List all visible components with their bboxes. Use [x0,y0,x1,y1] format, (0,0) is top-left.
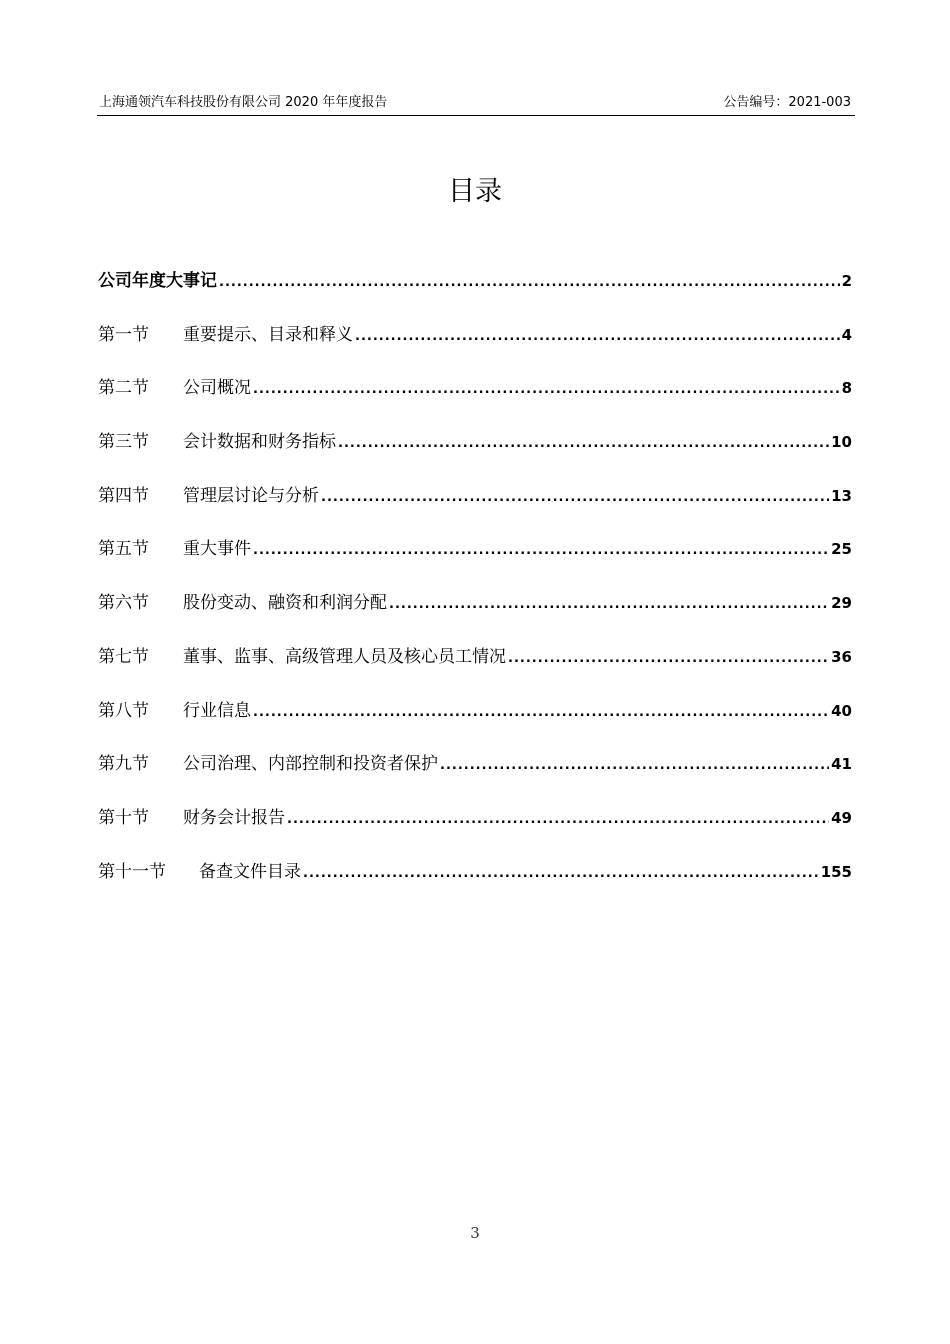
toc-page-number: 2 [841,272,852,290]
toc-dot-leader [508,645,829,673]
toc-section-number: 第九节 [98,754,149,775]
toc-dot-leader [440,752,829,780]
toc-entry-section-10[interactable] [98,804,852,858]
toc-entry-label: 管理层讨论与分析 [183,485,319,506]
toc-page-number: 49 [831,808,852,827]
toc-page-number: 10 [831,433,852,452]
toc-page-number: 13 [831,486,852,505]
page-title: 目录 [448,176,502,207]
toc-dot-leader [355,323,840,351]
toc-dot-leader [253,376,840,404]
header-report-title: 上海通领汽车科技股份有限公司 2020 年年度报告 [99,95,388,110]
toc-page-number: 155 [820,862,852,881]
toc-entry-label: 财务会计报告 [183,807,285,828]
toc-entry-label: 行业信息 [183,700,251,721]
toc-entry-label: 股份变动、融资和利润分配 [183,593,387,614]
toc-section-number: 第一节 [98,324,149,345]
toc-dot-leader [253,537,829,565]
toc-entry-label: 重大事件 [183,539,251,560]
toc-page-number: 40 [831,701,852,720]
toc-dot-leader [303,860,819,888]
toc-entry-section-1[interactable] [98,321,852,375]
toc-entry-section-3[interactable] [98,428,852,482]
table-of-contents [98,267,852,911]
toc-dot-leader [253,699,829,727]
toc-section-number: 第十节 [98,807,149,828]
toc-section-number: 第四节 [98,485,149,506]
toc-entry-section-6[interactable] [98,589,852,643]
toc-section-number: 第二节 [98,378,149,399]
page-number: 3 [470,1224,480,1242]
toc-section-number: 第五节 [98,539,149,560]
toc-section-number: 第三节 [98,432,149,453]
toc-section-number: 第七节 [98,646,149,667]
toc-entry-annual-events[interactable] [98,267,852,321]
toc-section-number: 第十一节 [98,861,166,882]
toc-entry-label: 重要提示、目录和释义 [183,324,353,345]
toc-page-number: 41 [831,755,852,774]
toc-entry-section-11[interactable] [98,858,852,912]
toc-dot-leader [321,484,829,512]
toc-entry-label: 公司年度大事记 [98,271,217,291]
toc-entry-section-2[interactable] [98,374,852,428]
toc-page-number: 25 [831,540,852,559]
toc-dot-leader [219,269,840,297]
toc-entry-label: 董事、监事、高级管理人员及核心员工情况 [183,646,506,667]
toc-entry-section-8[interactable] [98,697,852,751]
toc-section-number: 第六节 [98,593,149,614]
toc-page-number: 4 [841,325,852,344]
toc-entry-label: 公司治理、内部控制和投资者保护 [183,754,438,775]
toc-section-number: 第八节 [98,700,149,721]
toc-entry-section-9[interactable] [98,750,852,804]
toc-entry-label: 公司概况 [183,378,251,399]
header-announcement-number: 公告编号：2021-003 [723,95,851,110]
toc-page-number: 29 [831,594,852,613]
toc-entry-label: 会计数据和财务指标 [183,432,336,453]
toc-dot-leader [338,430,829,458]
toc-dot-leader [287,806,829,834]
page-header [97,93,855,116]
toc-entry-section-5[interactable] [98,535,852,589]
toc-entry-section-7[interactable] [98,643,852,697]
toc-dot-leader [389,591,829,619]
toc-page-number: 36 [831,647,852,666]
toc-entry-section-4[interactable] [98,482,852,536]
toc-entry-label: 备查文件目录 [199,861,301,882]
toc-page-number: 8 [841,379,852,398]
